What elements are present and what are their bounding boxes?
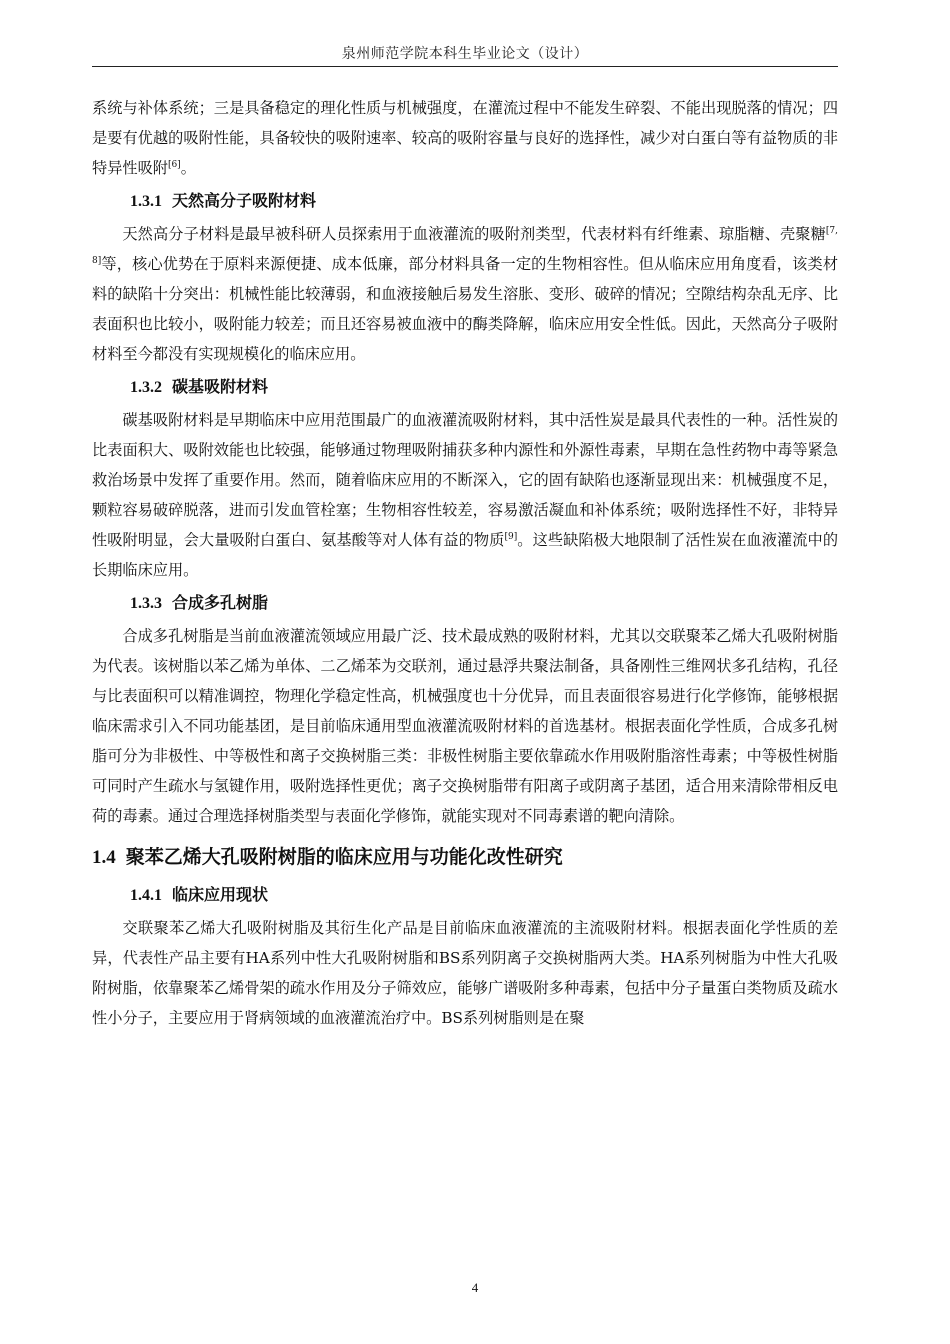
heading-text: 合成多孔树脂 bbox=[172, 593, 269, 612]
paragraph-intro-continuation bbox=[92, 93, 838, 183]
page-body bbox=[92, 93, 838, 1033]
paragraph-text: 碳基吸附材料是早期临床中应用范围最广的血液灌流吸附材料，其中活性炭是最具代表性的一种。活性炭的比表面积大、吸附效能也比较强，能够通过物理吸附捕获多种内源性和外源性毒素，早期在急性药物中毒等紧急救治场景中发挥了重要作用。然而，随着临床应用的不断深入，它的固有缺陷也逐渐显现出来：机械强度不足，颗粒容易破碎脱落，进而引发血管栓塞；生物相容性较差，容易激活凝血和补体系统；吸附选择性不好，非特异性吸附明显，会大量吸附白蛋白、氨基酸等对人体有益的物质 bbox=[92, 411, 838, 549]
citation-ref: [9] bbox=[504, 532, 518, 542]
page-number: 4 bbox=[471, 1280, 479, 1295]
heading-text: 碳基吸附材料 bbox=[172, 377, 269, 396]
paragraph-clinical-status: 交联聚苯乙烯大孔吸附树脂及其衍生化产品是目前临床血液灌流的主流吸附材料。根据表面化学性质的差异，代表性产品主要有HA系列中性大孔吸附树脂和BS系列阴离子交换树脂两大类。HA系列树脂为中性大孔吸附树脂，依靠聚苯乙烯骨架的疏水作用及分子筛效应，能够广谱吸附多种毒素，包括中分子量蛋白类物质及疏水性小分子，主要应用于肾病领域的血液灌流治疗中。BS系列树脂则是在聚 bbox=[92, 919, 838, 1027]
heading-text: 天然高分子吸附材料 bbox=[172, 191, 317, 210]
heading-number: 1.3.2 bbox=[130, 379, 162, 396]
paragraph-synthetic-resin: 合成多孔树脂是当前血液灌流领域应用最广泛、技术最成熟的吸附材料，尤其以交联聚苯乙烯大孔吸附树脂为代表。该树脂以苯乙烯为单体、二乙烯苯为交联剂，通过悬浮共聚法制备，具备刚性三维网状多孔结构，孔径与比表面积可以精准调控，物理化学稳定性高，机械强度也十分优异，而且表面很容易进行化学修饰，能够根据临床需求引入不同功能基团，是目前临床通用型血液灌流吸附材料的首选基材。根据表面化学性质，合成多孔树脂可分为非极性、中等极性和离子交换树脂三类：非极性树脂主要依靠疏水作用吸附脂溶性毒素；中等极性树脂可同时产生疏水与氢键作用，吸附选择性更优；离子交换树脂带有阳离子或阴离子基团，适合用来清除带相反电荷的毒素。通过合理选择树脂类型与表面化学修饰，就能实现对不同毒素谱的靶向清除。 bbox=[92, 627, 838, 825]
paragraph-text: 等，核心优势在于原料来源便捷、成本低廉，部分材料具备一定的生物相容性。但从临床应用角度看，该类材料的缺陷十分突出：机械性能比较薄弱，和血液接触后易发生溶胀、变形、破碎的情况；空隙结构杂乱无序、比表面积也比较小，吸附能力较差；而且还容易被血液中的酶类降解，临床应用安全性低。因此，天然高分子吸附材料至今都没有实现规模化的临床应用。 bbox=[92, 255, 838, 363]
heading-1-3-2 bbox=[92, 369, 838, 405]
heading-1-4 bbox=[92, 837, 838, 877]
citation-ref: [6] bbox=[167, 160, 181, 170]
header-rule bbox=[92, 66, 838, 67]
citation-ref: [7, 8] bbox=[92, 226, 838, 266]
heading-number: 1.3.3 bbox=[130, 595, 162, 612]
heading-text: 聚苯乙烯大孔吸附树脂的临床应用与功能化改性研究 bbox=[125, 846, 563, 868]
heading-number: 1.3.1 bbox=[130, 193, 162, 210]
heading-1-3-1 bbox=[92, 183, 838, 219]
heading-text: 临床应用现状 bbox=[172, 885, 269, 904]
paragraph-carbon-based bbox=[92, 405, 838, 585]
paragraph-text: 。这些缺陷极大地限制了活性炭在血液灌流中的长期临床应用。 bbox=[92, 531, 839, 579]
heading-1-3-3 bbox=[92, 585, 838, 621]
heading-number: 1.4 bbox=[92, 847, 116, 868]
running-header: 泉州师范学院本科生毕业论文（设计） bbox=[341, 46, 589, 62]
paragraph-text: 。 bbox=[180, 159, 196, 177]
heading-1-4-1 bbox=[92, 877, 838, 913]
heading-number: 1.4.1 bbox=[130, 887, 162, 904]
paragraph-natural-polymer bbox=[92, 219, 838, 369]
paragraph-text: 系统与补体系统；三是具备稳定的理化性质与机械强度，在灌流过程中不能发生碎裂、不能出现脱落的情况；四是要有优越的吸附性能，具备较快的吸附速率、较高的吸附容量与良好的选择性，减少对白蛋白等有益物质的非特异性吸附 bbox=[92, 99, 838, 177]
paragraph-text: 天然高分子材料是最早被科研人员探索用于血液灌流的吸附剂类型，代表材料有纤维素、琼脂糖、壳聚糖 bbox=[122, 225, 826, 243]
